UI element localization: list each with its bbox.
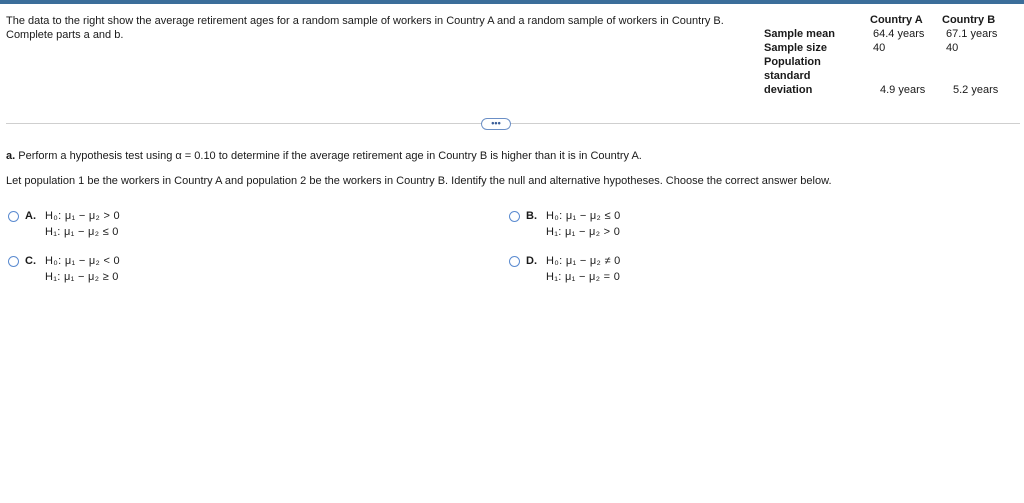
- choice-letter: C.: [25, 255, 36, 267]
- alternative-hypothesis: H₁: μ₁ − μ₂ = 0: [546, 271, 621, 283]
- choice-letter: A.: [25, 210, 36, 222]
- alternative-hypothesis: H₁: μ₁ − μ₂ > 0: [546, 226, 621, 238]
- section-divider: [6, 123, 1020, 124]
- radio-button-d[interactable]: [509, 256, 520, 267]
- header-country-a: Country A: [870, 14, 923, 26]
- choice-letter: B.: [526, 210, 537, 222]
- problem-intro: The data to the right show the average retirement ages for a random sample of workers in Country A and a random sample of workers in Country B. Complete parts a and b.: [6, 15, 724, 41]
- country-b-sd: 5.2 years: [953, 84, 999, 96]
- row-label-population-sd: Population standard deviation: [764, 56, 821, 96]
- country-a-mean: 64.4 years: [873, 28, 925, 40]
- instruction-text: Let population 1 be the workers in Country A and population 2 be the workers in Country B. Identify the null and alternative hypotheses. Choose the correct answer below.: [6, 175, 832, 187]
- expand-more-button[interactable]: •••: [481, 118, 511, 130]
- radio-button-a[interactable]: [8, 211, 19, 222]
- country-a-sd: 4.9 years: [880, 84, 926, 96]
- null-hypothesis: H₀: μ₁ − μ₂ > 0: [45, 210, 120, 222]
- alternative-hypothesis: H₁: μ₁ − μ₂ ≥ 0: [45, 271, 119, 283]
- choice-letter: D.: [526, 255, 537, 267]
- header-country-b: Country B: [942, 14, 996, 26]
- part-a-question: [6, 150, 642, 162]
- null-hypothesis: H₀: μ₁ − μ₂ ≠ 0: [546, 255, 621, 267]
- row-label-sample-size: Sample size: [764, 42, 827, 54]
- top-accent-bar: [0, 0, 1024, 4]
- country-b-size: 40: [946, 42, 959, 54]
- part-a-text: Perform a hypothesis test using α = 0.10 to determine if the average retirement age in Country B is higher than it is in Country A.: [15, 150, 642, 162]
- row-label-sample-mean: Sample mean: [764, 28, 835, 40]
- radio-button-c[interactable]: [8, 256, 19, 267]
- null-hypothesis: H₀: μ₁ − μ₂ < 0: [45, 255, 120, 267]
- country-a-size: 40: [873, 42, 886, 54]
- country-b-mean: 67.1 years: [946, 28, 998, 40]
- radio-button-b[interactable]: [509, 211, 520, 222]
- alternative-hypothesis: H₁: μ₁ − μ₂ ≤ 0: [45, 226, 119, 238]
- part-a-label: a.: [6, 150, 16, 162]
- null-hypothesis: H₀: μ₁ − μ₂ ≤ 0: [546, 210, 621, 222]
